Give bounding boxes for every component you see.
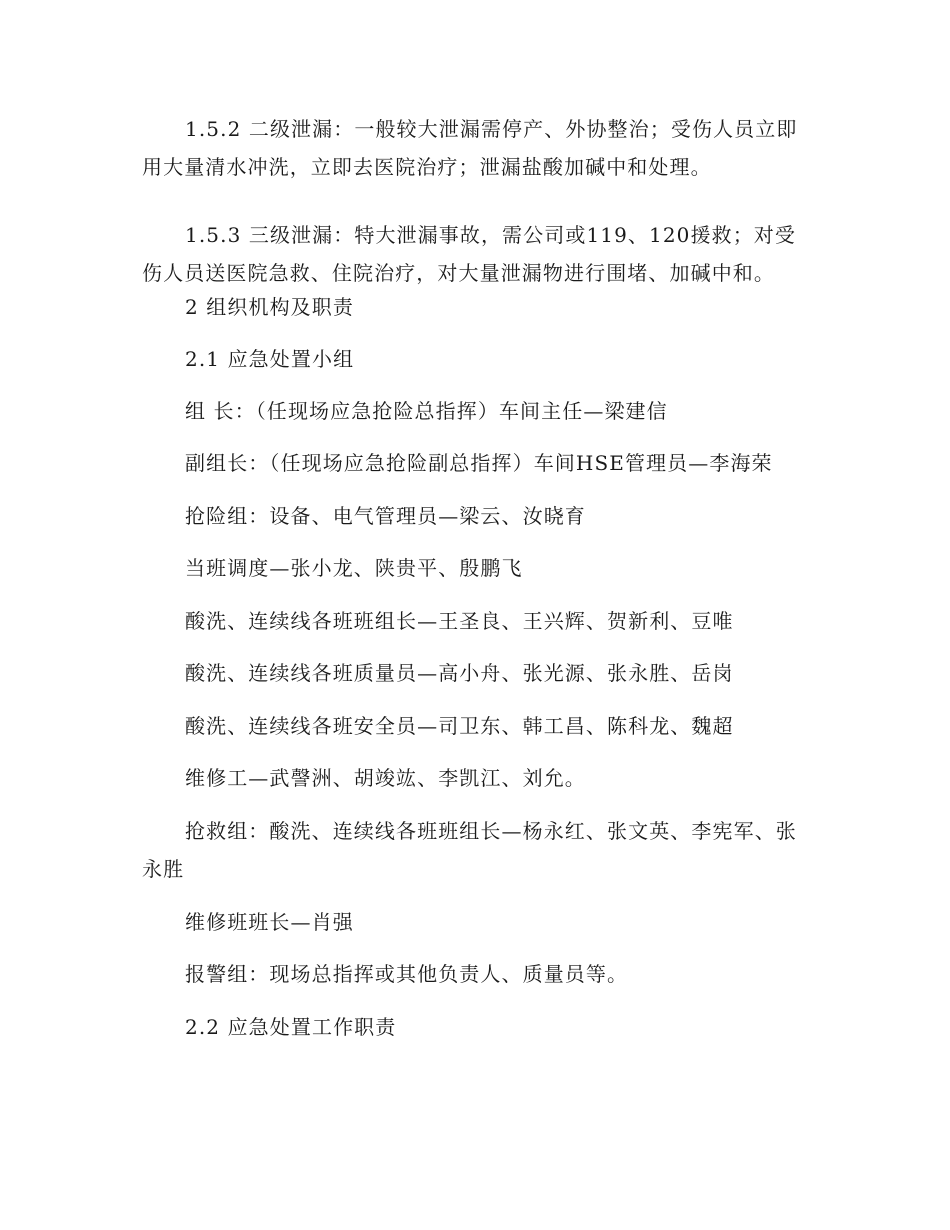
paragraph-first-aid-team: 抢救组：酸洗、连续线各班班组长—杨永红、张文英、李宪军、张永胜 <box>142 819 797 881</box>
paragraph-group-leader: 组 长：（任现场应急抢险总指挥）车间主任—梁建信 <box>185 399 668 423</box>
paragraph-1-5-2: 1.5.2 二级泄漏：一般较大泄漏需停产、外协整治；受伤人员立即用大量清水冲洗，立即去医院治疗；泄漏盐酸加碱中和处理。 <box>142 117 798 179</box>
paragraph-dispatch: 当班调度—张小龙、陕贵平、殷鹏飞 <box>185 556 523 580</box>
heading-2-1: 2.1 应急处置小组 <box>185 347 355 371</box>
paragraph-deputy-leader: 副组长：（任现场应急抢险副总指挥）车间HSE管理员—李海荣 <box>185 451 773 475</box>
paragraph-team-leaders: 酸洗、连续线各班班组长—王圣良、王兴辉、贺新利、豆唯 <box>185 609 734 633</box>
heading-2-2: 2.2 应急处置工作职责 <box>185 1015 397 1039</box>
paragraph-alarm-team: 报警组：现场总指挥或其他负责人、质量员等。 <box>185 962 629 986</box>
paragraph-maintenance-leader: 维修班班长—肖强 <box>185 910 354 934</box>
heading-2: 2 组织机构及职责 <box>185 295 354 319</box>
paragraph-rescue-team: 抢险组：设备、电气管理员—梁云、汝晓育 <box>185 504 586 528</box>
paragraph-safety-staff: 酸洗、连续线各班安全员—司卫东、韩工昌、陈科龙、魏超 <box>185 714 734 738</box>
paragraph-maintenance: 维修工—武謦洲、胡竣竑、李凯江、刘允。 <box>185 766 586 790</box>
paragraph-1-5-3: 1.5.3 三级泄漏：特大泄漏事故，需公司或119、120援救；对受伤人员送医院急救、住院治疗，对大量泄漏物进行围堵、加碱中和。 <box>142 223 796 285</box>
paragraph-quality-staff: 酸洗、连续线各班质量员—高小舟、张光源、张永胜、岳岗 <box>185 661 734 685</box>
